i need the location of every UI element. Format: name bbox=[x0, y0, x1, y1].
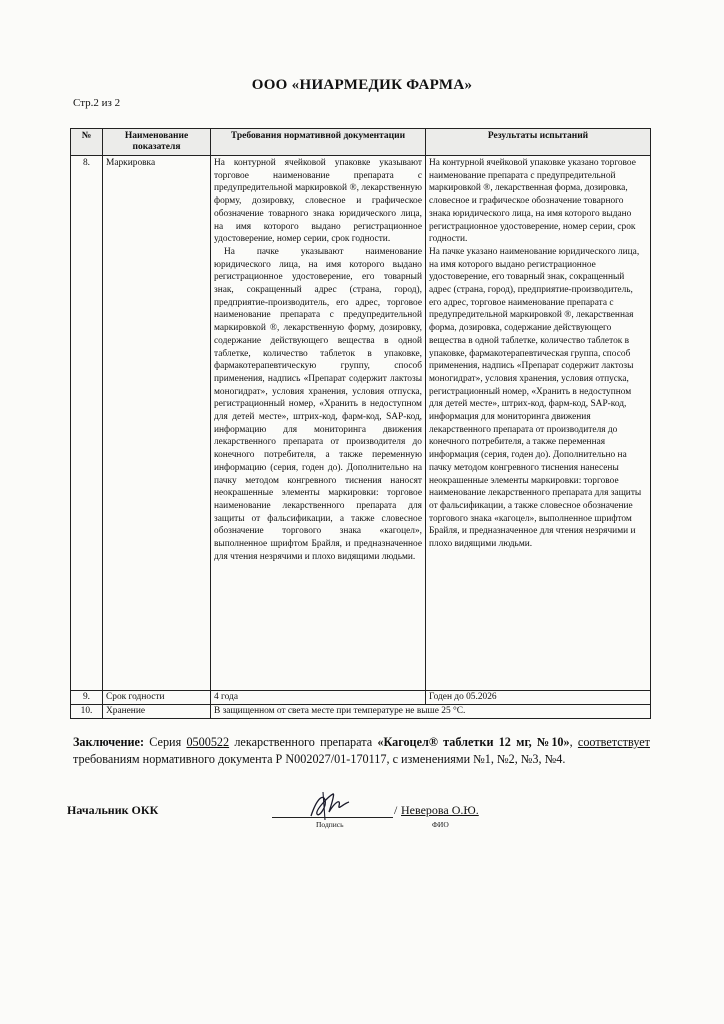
row-number: 8. bbox=[71, 156, 103, 691]
conclusion bbox=[73, 734, 650, 768]
table-row bbox=[71, 705, 651, 719]
results-table bbox=[70, 128, 651, 719]
conclusion-text-4: требованиям нормативного документа Р N002027/01-170117, с изменениями №1, №2, №3, №4. bbox=[73, 752, 566, 766]
col-header-requirements: Требования нормативной документации bbox=[211, 129, 426, 156]
signature-separator: / bbox=[394, 803, 398, 817]
row-indicator: Маркировка bbox=[103, 156, 211, 691]
conclusion-text-2: лекарственного препарата bbox=[229, 735, 378, 749]
row-results: Годен до 05.2026 bbox=[426, 691, 651, 705]
product-name: «Кагоцел® таблетки 12 мг, №10» bbox=[377, 735, 570, 749]
table-row bbox=[71, 156, 651, 691]
conclusion-label: Заключение: bbox=[73, 735, 145, 749]
signer-position: Начальник ОКК bbox=[67, 803, 159, 817]
row-indicator: Хранение bbox=[103, 705, 211, 719]
conclusion-text-3: , bbox=[569, 735, 578, 749]
series-number: 0500522 bbox=[186, 735, 230, 749]
signature-line bbox=[272, 817, 393, 818]
signature-caption: Подпись bbox=[316, 820, 344, 829]
row-requirements bbox=[211, 156, 426, 691]
conformity-word: соответствует bbox=[577, 735, 650, 749]
row-results bbox=[426, 156, 651, 691]
signer-name: Неверова О.Ю. bbox=[401, 803, 479, 817]
table-row bbox=[71, 691, 651, 705]
row-merged-value: В защищенном от света месте при температуре не выше 25 °С. bbox=[211, 705, 651, 719]
requirement-blister: На контурной ячейковой упаковке указывают торговое наименование препарата с предупредительной маркировкой ®, лекарственную форму, дозировку, словесное и графическое обозначение товарного знака юридического лица, на имя которого выдано регистрационное удостоверение, номер серии, срок годности. bbox=[214, 158, 422, 245]
col-header-num: № bbox=[71, 129, 103, 156]
company-title: ООО «НИАРМЕДИК ФАРМА» bbox=[251, 77, 473, 93]
row-indicator: Срок годности bbox=[103, 691, 211, 705]
conclusion-text-1: Серия bbox=[144, 735, 187, 749]
requirement-pack: На пачке указывают наименование юридического лица, на имя которого выдано регистрационное удостоверение, его товарный знак, сокращенный адрес (страна, город), предприятие-производитель, его адрес, торговое наименование препарата с предупредительной маркировкой ®, лекарственную форму, дозировку, содержание действующего вещества в одной таблетке, количество таблеток в упаковке, фармакотерапевтическую группу, способ применения, надпись «Препарат содержит лактозы моногидрат», условия хранения, условия отпуска, регистрационный номер, «Хранить в недоступном для детей месте», штрих-код, фарм-код, SAP-код, информацию для мониторинга движения лекарственного препарата от производителя до конечного потребителя, а также переменную информацию (серия, годен до). Дополнительно на пачку методом конгревного тиснения наносят неокрашенные элементы маркировки: торговое наименование лекарственного препарата для защиты от фальсификации, а также словесное обозначение торгового знака «кагоцел», выполненное шрифтом Брайля, и предназначенное для чтения незрячими и плохо видящими людьми. bbox=[214, 246, 422, 562]
row-requirements: 4 года bbox=[211, 691, 426, 705]
col-header-name: Наименование показателя bbox=[103, 129, 211, 156]
fio-caption: ФИО bbox=[432, 820, 449, 829]
result-blister: На контурной ячейковой упаковке указано торговое наименование препарата с предупредительной маркировкой ®, лекарственная форма, дозировка, словесное и графическое обозначение товарного знака юридического лица, на имя которого выдано регистрационное удостоверение, номер серии, срок годности. bbox=[429, 158, 636, 245]
table-header-row bbox=[71, 129, 651, 156]
row-number: 10. bbox=[71, 705, 103, 719]
page-number: Стр.2 из 2 bbox=[73, 97, 121, 109]
col-header-results: Результаты испытаний bbox=[426, 129, 651, 156]
row-number: 9. bbox=[71, 691, 103, 705]
handwritten-signature bbox=[305, 790, 355, 824]
result-pack: На пачке указано наименование юридического лица, на имя которого выдано регистрационное удостоверение, его товарный знак, сокращенный адрес (страна, город), предприятие-производитель, его адрес, торговое наименование препарата с предупредительной маркировкой ®, лекарственная форма, дозировка, содержание действующего вещества в одной таблетке, количество таблеток в упаковке, фармакотерапевтическая группа, способ применения, надпись «Препарат содержит лактозы моногидрат», условия хранения, условия отпуска, регистрационный номер, «Хранить в недоступном для детей месте», штрих-код, фарм-код, SAP-код, информация для мониторинга движения лекарственного препарата от производителя до конечного потребителя, а также переменная информация (серия, годен до). Дополнительно на пачку методом конгревного тиснения нанесены неокрашенные элементы маркировки: торговое наименование лекарственного препарата для защиты от фальсификации, а также словесное обозначение торгового знака «кагоцел», выполненное шрифтом Брайля, и предназначенное для чтения незрячими и плохо видящими людьми. bbox=[429, 246, 642, 550]
